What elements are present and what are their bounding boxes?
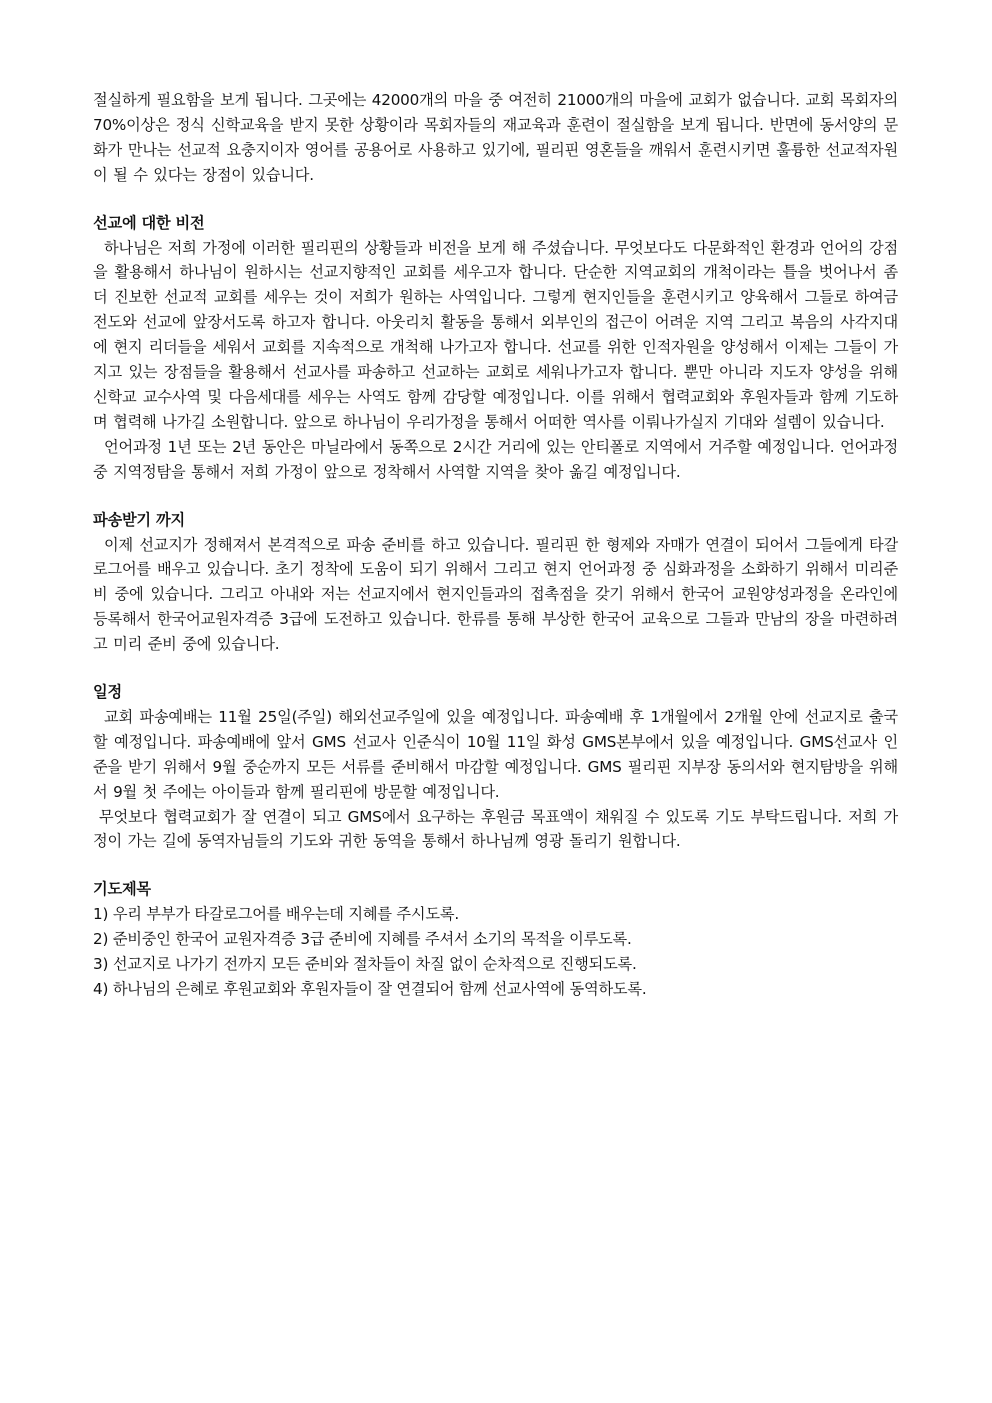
prayer-item-4: 4) 하나님의 은혜로 후원교회와 후원자들이 잘 연결되어 함께 선교사역에 동역하도록. (93, 980, 647, 998)
schedule-section (93, 680, 898, 854)
dispatch-heading: 파송받기 까지 (93, 510, 185, 529)
vision-heading: 선교에 대한 비전 (93, 213, 205, 232)
prayer-item-3: 3) 선교지로 나가기 전까지 모든 준비와 절차들이 차질 없이 순차적으로 진행되도록. (93, 955, 637, 974)
schedule-paragraph-1: 교회 파송예배는 11월 25일(주일) 해외선교주일에 있을 예정입니다. 파송예배 후 1개월에서 2개월 안에 선교지로 출국할 예정입니다. 파송예배에 앞서 GMS 선교사 인준식이 10월 11일 화성 GMS본부에서 있을 예정입니다. GMS선교사 인준을 받기 위해서 9월 중순까지 모든 서류를 준비해서 마감할 예정입니다. GMS 필리핀 지부장 동의서와 현지탐방을 위해서 9월 첫 주에는 아이들과 함께 필리핀에 방문할 예정입니다. (93, 707, 898, 801)
schedule-paragraph-2: 무엇보다 협력교회가 잘 연결이 되고 GMS에서 요구하는 후원금 목표액이 채워질 수 있도록 기도 부탁드립니다. 저희 가정이 가는 길에 동역자님들의 기도와 귀한 동역을 통해서 하나님께 영광 돌리기 원합니다. (93, 807, 898, 851)
prayer-item-1: 1) 우리 부부가 타갈로그어를 배우는데 지혜를 주시도록. (93, 905, 459, 924)
prayer-heading: 기도제목 (93, 880, 151, 899)
intro-paragraph: 절실하게 필요함을 보게 됩니다. 그곳에는 42000개의 마을 중 여전히 21000개의 마을에 교회가 없습니다. 교회 목회자의 70%이상은 정식 신학교육을 받지 못한 상황이라 목회자들의 재교육과 훈련이 절실함을 보게 됩니다. 반면에 동서양의 문화가 만나는 선교적 요충지이자 영어를 공용어로 사용하고 있기에, 필리핀 영혼들을 깨워서 훈련시키면 훌륭한 선교적자원이 될 수 있다는 장점이 있습니다. (93, 91, 898, 184)
schedule-heading: 일정 (93, 683, 122, 702)
vision-section (93, 211, 898, 485)
prayer-item-2: 2) 준비중인 한국어 교원자격증 3급 준비에 지혜를 주셔서 소기의 목적을 이루도록. (93, 930, 632, 949)
prayer-section (93, 877, 898, 1002)
dispatch-section (93, 508, 898, 657)
prayer-list (93, 902, 898, 1002)
vision-paragraph-2: 언어과정 1년 또는 2년 동안은 마닐라에서 동쪽으로 2시간 거리에 있는 안티폴로 지역에서 거주할 예정입니다. 언어과정 중 지역정탐을 통해서 저희 가정이 앞으로 정착해서 사역할 지역을 찾아 옮길 예정입니다. (93, 437, 898, 481)
document-page (93, 88, 898, 1002)
dispatch-paragraph: 이제 선교지가 정해져서 본격적으로 파송 준비를 하고 있습니다. 필리핀 한 형제와 자매가 연결이 되어서 그들에게 타갈로그어를 배우고 있습니다. 초기 정착에 도움이 되기 위해서 그리고 현지 언어과정 중 심화과정을 소화하기 위해서 미리준비 중에 있습니다. 그리고 아내와 저는 선교지에서 현지인들과의 접촉점을 갖기 위해서 한국어 교원양성과정을 온라인에 등록해서 한국어교원자격증 3급에 도전하고 있습니다. 한류를 통해 부상한 한국어 교육으로 그들과 만남의 장을 마련하려고 미리 준비 중에 있습니다. (93, 535, 898, 654)
vision-paragraph-1: 하나님은 저희 가정에 이러한 필리핀의 상황들과 비전을 보게 해 주셨습니다. 무엇보다도 다문화적인 환경과 언어의 강점을 활용해서 하나님이 원하시는 선교지향적인 교회를 세우고자 합니다. 단순한 지역교회의 개척이라는 틀을 벗어나서 좀 더 진보한 선교적 교회를 세우는 것이 저희가 원하는 사역입니다. 그렇게 현지인들을 훈련시키고 양육해서 그들로 하여금 전도와 선교에 앞장서도록 하고자 합니다. 아웃리치 활동을 통해서 외부인의 접근이 어려운 지역 그리고 복음의 사각지대에 현지 리더들을 세워서 교회를 지속적으로 개척해 나가고자 합니다. 선교를 위한 인적자원을 양성해서 이제는 그들이 가지고 있는 장점들을 활용해서 선교사를 파송하고 선교하는 교회로 세워나가고자 합니다. 뿐만 아니라 지도자 양성을 위해 신학교 교수사역 및 다음세대를 세우는 사역도 함께 감당할 예정입니다. 이를 위해서 협력교회와 후원자들과 함께 기도하며 협력해 나가길 소원합니다. 앞으로 하나님이 우리가정을 통해서 어떠한 역사를 이뤄나가실지 기대와 설렘이 있습니다. (93, 238, 898, 431)
